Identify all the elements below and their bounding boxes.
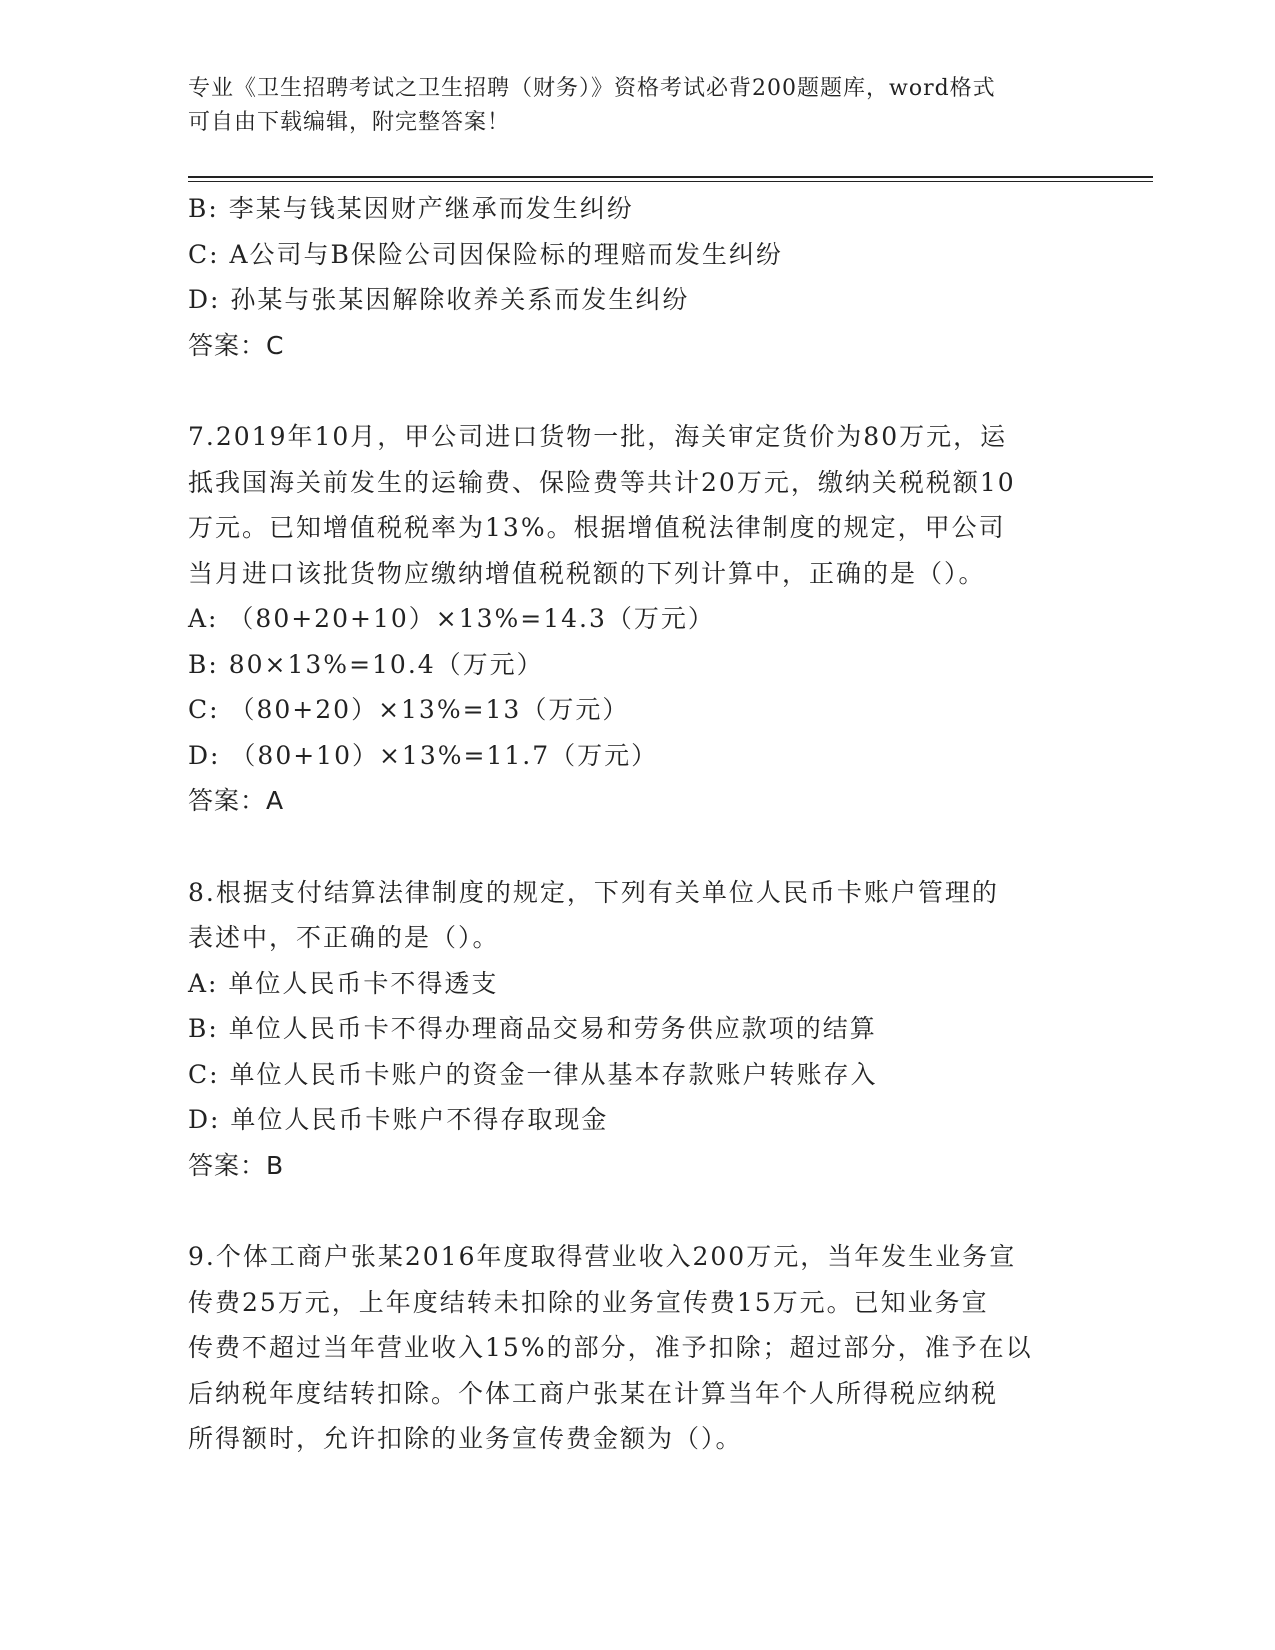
q9-stem-line-3: 传费不超过当年营业收入15%的部分，准予扣除；超过部分，准予在以 (188, 1333, 1033, 1362)
q7-option-d: D: （80+10）×13%=11.7（万元） (188, 740, 659, 770)
q6-option-d: D: 孙某与张某因解除收养关系而发生纠纷 (188, 285, 690, 314)
q8-option-a: A: 单位人民币卡不得透支 (188, 968, 499, 998)
q8-answer: 答案：B (188, 1150, 285, 1180)
q8-option-b: B: 单位人民币卡不得办理商品交易和劳务供应款项的结算 (188, 1014, 877, 1043)
q9-stem-line-5: 所得额时，允许扣除的业务宣传费金额为（）。 (188, 1424, 743, 1453)
header-title-line-2: 可自由下载编辑，附完整答案！ (188, 110, 511, 135)
question-6 (188, 186, 1088, 368)
spacer (188, 824, 1088, 870)
q7-option-c: C: （80+20）×13%=13（万元） (188, 695, 630, 724)
q9-stem-line-1: 9.个体工商户张某2016年度取得营业收入200万元，当年发生业务宣 (188, 1242, 1017, 1271)
q8-stem-line-2: 表述中，不正确的是（）。 (188, 923, 500, 952)
header-title-line-1: 专业《卫生招聘考试之卫生招聘（财务）》资格考试必背200题题库，word格式 (188, 76, 996, 101)
q6-answer: 答案：C (188, 330, 285, 360)
q8-option-c: C: 单位人民币卡账户的资金一律从基本存款账户转账存入 (188, 1059, 878, 1089)
q8-stem-line-1: 8.根据支付结算法律制度的规定，下列有关单位人民币卡账户管理的 (188, 877, 999, 907)
document-body (188, 186, 1088, 1462)
question-8 (188, 870, 1088, 1189)
q7-stem-line-2: 抵我国海关前发生的运输费、保险费等共计20万元，缴纳关税税额10 (188, 467, 1016, 497)
q7-answer: 答案：A (188, 786, 285, 815)
question-9 (188, 1234, 1088, 1462)
q7-stem-line-1: 7.2019年10月，甲公司进口货物一批，海关审定货价为80万元，运 (188, 422, 1008, 451)
q9-stem-line-4: 后纳税年度结转扣除。个体工商户张某在计算当年个人所得税应纳税 (188, 1378, 999, 1408)
header-divider-thick (188, 176, 1153, 178)
q6-option-c: C: A公司与B保险公司因保险标的理赔而发生纠纷 (188, 239, 783, 269)
document-header (188, 72, 1088, 140)
header-divider-thin (188, 181, 1153, 182)
q7-stem-line-3: 万元。已知增值税税率为13%。根据增值税法律制度的规定，甲公司 (188, 513, 1006, 542)
q7-option-b: B: 80×13%=10.4（万元） (188, 649, 544, 679)
spacer (188, 1188, 1088, 1234)
question-7 (188, 414, 1088, 824)
q9-stem-line-2: 传费25万元，上年度结转未扣除的业务宣传费15万元。已知业务宣 (188, 1287, 989, 1317)
spacer (188, 368, 1088, 414)
q7-stem-line-4: 当月进口该批货物应缴纳增值税税额的下列计算中，正确的是（）。 (188, 558, 986, 588)
q8-option-d: D: 单位人民币卡账户不得存取现金 (188, 1105, 609, 1134)
q7-option-a: A: （80+20+10）×13%=14.3（万元） (188, 604, 715, 633)
q6-option-b: B: 李某与钱某因财产继承而发生纠纷 (188, 194, 634, 223)
